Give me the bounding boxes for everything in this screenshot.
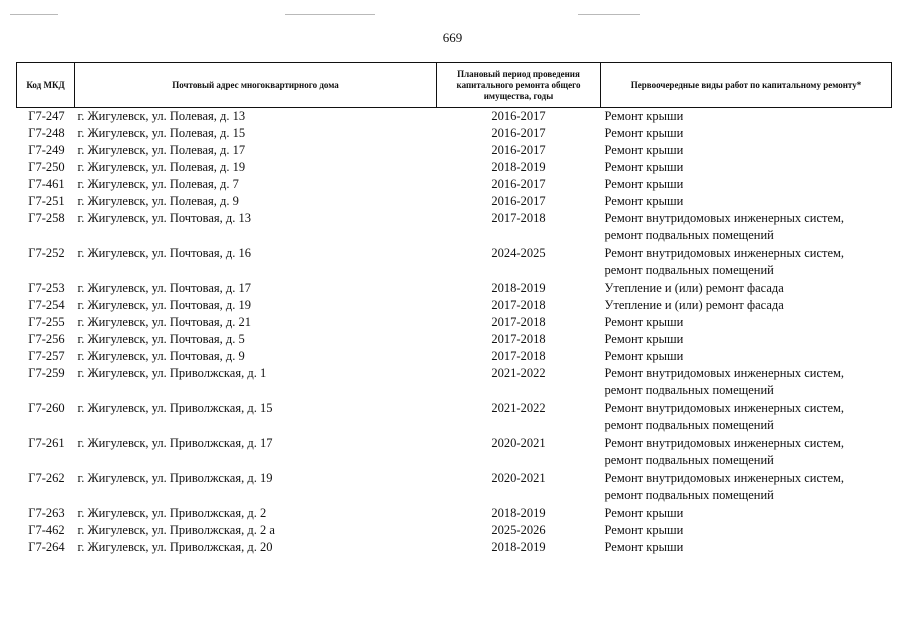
header-works: Первоочередные виды работ по капитальному ремонту*	[601, 63, 892, 108]
works-line: Ремонт крыши	[604, 506, 684, 520]
cell-address: г. Жигулевск, ул. Приволжская, д. 20	[77, 540, 273, 554]
cell-code: Г7-462	[28, 523, 65, 537]
cell-works	[601, 245, 892, 280]
works-line: ремонт подвальных помещений	[604, 453, 774, 467]
cell-address: г. Жигулевск, ул. Почтовая, д. 13	[77, 211, 252, 225]
cell-code: Г7-250	[28, 160, 65, 174]
scan-artifact-center	[285, 14, 375, 15]
cell-works	[601, 193, 892, 210]
works-line: ремонт подвальных помещений	[604, 228, 774, 242]
cell-code: Г7-256	[28, 332, 65, 346]
cell-code: Г7-254	[28, 298, 65, 312]
works-line: Утепление и (или) ремонт фасада	[604, 298, 784, 312]
works-line: ремонт подвальных помещений	[604, 488, 774, 502]
table-row	[17, 108, 892, 126]
cell-works	[601, 365, 892, 400]
cell-period: 2017-2018	[491, 349, 546, 363]
works-line: Ремонт внутридомовых инженерных систем,	[604, 211, 845, 225]
header-code: Код МКД	[17, 63, 75, 108]
cell-address: г. Жигулевск, ул. Полевая, д. 7	[77, 177, 239, 191]
cell-works	[601, 505, 892, 522]
cell-code: Г7-258	[28, 211, 65, 225]
table-row	[17, 159, 892, 176]
works-line: ремонт подвальных помещений	[604, 418, 774, 432]
cell-works	[601, 142, 892, 159]
works-line: ремонт подвальных помещений	[604, 383, 774, 397]
table-row	[17, 142, 892, 159]
cell-address: г. Жигулевск, ул. Почтовая, д. 17	[77, 281, 252, 295]
table-row	[17, 193, 892, 210]
table-row	[17, 365, 892, 400]
table-row	[17, 470, 892, 505]
cell-works	[601, 280, 892, 297]
page-number: 669	[442, 30, 463, 45]
cell-code: Г7-261	[28, 436, 65, 450]
cell-works	[601, 522, 892, 539]
table-row	[17, 245, 892, 280]
cell-period: 2017-2018	[491, 298, 546, 312]
works-line: Ремонт крыши	[604, 315, 684, 329]
cell-period: 2018-2019	[491, 506, 546, 520]
repair-schedule-table	[16, 62, 892, 556]
cell-period: 2016-2017	[491, 109, 546, 123]
works-line: Ремонт крыши	[604, 143, 684, 157]
table-row	[17, 435, 892, 470]
cell-works	[601, 435, 892, 470]
works-line: Ремонт внутридомовых инженерных систем,	[604, 436, 845, 450]
works-line: Ремонт внутридомовых инженерных систем,	[604, 471, 845, 485]
table-row	[17, 280, 892, 297]
cell-code: Г7-461	[28, 177, 65, 191]
cell-period: 2018-2019	[491, 540, 546, 554]
cell-code: Г7-248	[28, 126, 65, 140]
works-line: Ремонт внутридомовых инженерных систем,	[604, 366, 845, 380]
cell-works	[601, 108, 892, 126]
cell-works	[601, 314, 892, 331]
cell-period: 2016-2017	[491, 177, 546, 191]
cell-code: Г7-249	[28, 143, 65, 157]
cell-code: Г7-252	[28, 246, 65, 260]
works-line: Ремонт крыши	[604, 126, 684, 140]
cell-address: г. Жигулевск, ул. Почтовая, д. 21	[77, 315, 252, 329]
cell-address: г. Жигулевск, ул. Приволжская, д. 15	[77, 401, 273, 415]
header-address: Почтовый адрес многоквартирного дома	[75, 63, 437, 108]
repair-schedule-table-wrap	[16, 62, 892, 556]
cell-address: г. Жигулевск, ул. Почтовая, д. 19	[77, 298, 252, 312]
cell-period: 2017-2018	[491, 211, 546, 225]
cell-code: Г7-260	[28, 401, 65, 415]
table-row	[17, 331, 892, 348]
cell-works	[601, 210, 892, 245]
cell-address: г. Жигулевск, ул. Полевая, д. 15	[77, 126, 246, 140]
cell-code: Г7-255	[28, 315, 65, 329]
cell-works	[601, 400, 892, 435]
cell-period: 2020-2021	[491, 436, 546, 450]
table-row	[17, 297, 892, 314]
works-line: Ремонт крыши	[604, 177, 684, 191]
scan-artifact-right	[578, 14, 640, 15]
cell-works	[601, 176, 892, 193]
table-row	[17, 400, 892, 435]
cell-works	[601, 159, 892, 176]
cell-address: г. Жигулевск, ул. Полевая, д. 13	[77, 109, 246, 123]
cell-address: г. Жигулевск, ул. Приволжская, д. 1	[77, 366, 267, 380]
cell-address: г. Жигулевск, ул. Почтовая, д. 9	[77, 349, 245, 363]
table-row	[17, 125, 892, 142]
works-line: Ремонт крыши	[604, 160, 684, 174]
cell-code: Г7-247	[28, 109, 65, 123]
works-line: ремонт подвальных помещений	[604, 263, 774, 277]
cell-address: г. Жигулевск, ул. Приволжская, д. 2 а	[77, 523, 275, 537]
table-row	[17, 348, 892, 365]
table-row	[17, 176, 892, 193]
cell-period: 2020-2021	[491, 471, 546, 485]
cell-period: 2025-2026	[491, 523, 546, 537]
cell-period: 2016-2017	[491, 126, 546, 140]
table-header-row	[17, 63, 892, 108]
cell-period: 2017-2018	[491, 332, 546, 346]
table-body	[17, 108, 892, 557]
table-row	[17, 210, 892, 245]
cell-code: Г7-262	[28, 471, 65, 485]
cell-works	[601, 331, 892, 348]
cell-address: г. Жигулевск, ул. Почтовая, д. 16	[77, 246, 252, 260]
cell-works	[601, 539, 892, 556]
cell-period: 2017-2018	[491, 315, 546, 329]
works-line: Ремонт внутридомовых инженерных систем,	[604, 401, 845, 415]
cell-period: 2016-2017	[491, 143, 546, 157]
works-line: Ремонт крыши	[604, 540, 684, 554]
cell-address: г. Жигулевск, ул. Приволжская, д. 17	[77, 436, 273, 450]
cell-works	[601, 470, 892, 505]
cell-period: 2016-2017	[491, 194, 546, 208]
works-line: Ремонт внутридомовых инженерных систем,	[604, 246, 845, 260]
cell-code: Г7-251	[28, 194, 65, 208]
header-period: Плановый период проведения капитального ремонта общего имущества, годы	[437, 63, 601, 108]
cell-works	[601, 297, 892, 314]
works-line: Ремонт крыши	[604, 109, 684, 123]
works-line: Ремонт крыши	[604, 332, 684, 346]
table-row	[17, 539, 892, 556]
cell-period: 2018-2019	[491, 281, 546, 295]
works-line: Утепление и (или) ремонт фасада	[604, 281, 784, 295]
cell-code: Г7-259	[28, 366, 65, 380]
table-row	[17, 505, 892, 522]
cell-code: Г7-264	[28, 540, 65, 554]
works-line: Ремонт крыши	[604, 194, 684, 208]
cell-address: г. Жигулевск, ул. Приволжская, д. 2	[77, 506, 267, 520]
cell-period: 2024-2025	[491, 246, 546, 260]
cell-works	[601, 125, 892, 142]
works-line: Ремонт крыши	[604, 523, 684, 537]
cell-code: Г7-253	[28, 281, 65, 295]
cell-code: Г7-257	[28, 349, 65, 363]
cell-period: 2021-2022	[491, 366, 546, 380]
cell-code: Г7-263	[28, 506, 65, 520]
scan-artifact-left	[10, 14, 58, 15]
cell-address: г. Жигулевск, ул. Полевая, д. 17	[77, 143, 246, 157]
table-row	[17, 314, 892, 331]
cell-period: 2021-2022	[491, 401, 546, 415]
cell-address: г. Жигулевск, ул. Полевая, д. 9	[77, 194, 239, 208]
cell-address: г. Жигулевск, ул. Почтовая, д. 5	[77, 332, 245, 346]
cell-period: 2018-2019	[491, 160, 546, 174]
cell-works	[601, 348, 892, 365]
cell-address: г. Жигулевск, ул. Приволжская, д. 19	[77, 471, 273, 485]
cell-address: г. Жигулевск, ул. Полевая, д. 19	[77, 160, 246, 174]
table-row	[17, 522, 892, 539]
works-line: Ремонт крыши	[604, 349, 684, 363]
